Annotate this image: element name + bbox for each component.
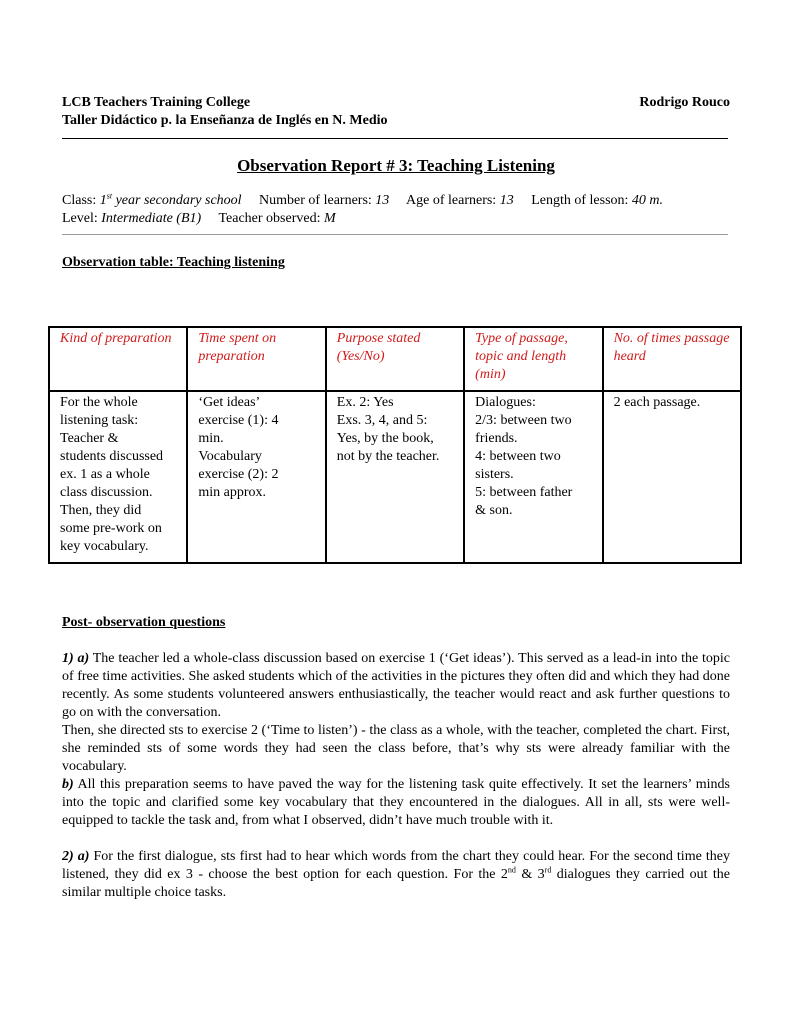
observation-table xyxy=(48,326,742,564)
length-label: Length of lesson: xyxy=(531,193,629,208)
college-name: LCB Teachers Training College xyxy=(62,95,251,110)
learners-value: 13 xyxy=(375,193,390,208)
table-row xyxy=(49,391,741,563)
header-cell: Type of passage, topic and length (min) xyxy=(464,327,602,391)
author-name: Rodrigo Rouco xyxy=(639,95,730,110)
class-label: Class: xyxy=(62,193,97,208)
answer-1b: b) All this preparation seems to have paved the way for the listening task quite effectively. It set the learners’ minds into the topic and clarified some key vocabulary that they encountered in the dialogues. All in all, sts were well-equipped to tackle the task and, from what I observed, didn’t have much trouble with it. xyxy=(62,777,730,828)
lesson-info-line-2 xyxy=(62,210,730,228)
header-cell: Time spent on preparation xyxy=(187,327,325,391)
lesson-info xyxy=(62,192,730,228)
answer-1a: 1) a) The teacher led a whole-class discussion based on exercise 1 (‘Get ideas’). This served as a lead-in into the topic of free time activities. She asked students which of the activities in the pictures they often did and which they had done recently. As some students volunteered answers enthusiastically, the teacher would react and ask further questions to go on with the conversation. xyxy=(62,651,730,720)
workshop-name: Taller Didáctico p. la Enseñanza de Inglés en N. Medio xyxy=(62,113,388,128)
length-value: 40 m. xyxy=(631,193,664,208)
document-page xyxy=(62,94,730,272)
learners-label: Number of learners: xyxy=(259,193,372,208)
age-label: Age of learners: xyxy=(406,193,497,208)
table-header-row xyxy=(49,327,741,391)
header-cell: Kind of preparation xyxy=(49,327,187,391)
post-heading: Post- observation questions xyxy=(62,615,226,630)
level-value: Intermediate (B1) xyxy=(101,211,202,226)
teacher-label: Teacher observed: xyxy=(218,211,321,226)
header-divider xyxy=(62,138,728,139)
post-observation-section xyxy=(62,614,730,902)
header-cell: Purpose stated (Yes/No) xyxy=(326,327,464,391)
table-cell: 2 each passage. xyxy=(603,391,741,563)
table-cell: Ex. 2: Yes Exs. 3, 4, and 5: Yes, by the book, not by the teacher. xyxy=(326,391,464,563)
table-cell: For the whole listening task: Teacher & students discussed ex. 1 as a whole class discussion. Then, they did some pre-work on key vocabulary. xyxy=(49,391,187,563)
answer-1a-continued: Then, she directed sts to exercise 2 (‘Time to listen’) - the class as a whole, with the teacher, completed the chart. First, she reminded sts of some words they had seen the class before, that’s why sts were already familiar with the vocabulary. xyxy=(62,723,730,774)
table-cell: ‘Get ideas’ exercise (1): 4 min. Vocabulary exercise (2): 2 min approx. xyxy=(187,391,325,563)
header-cell: No. of times passage heard xyxy=(603,327,741,391)
answer-2a: 2) a) For the first dialogue, sts first had to hear which words from the chart they could hear. For the second time they listened, they did ex 3 - choose the best option for each question. For the 2nd & 3rd dialogues they carried out the similar multiple choice tasks. xyxy=(62,849,731,900)
table-heading: Observation table: Teaching listening xyxy=(62,255,285,270)
table-cell: Dialogues: 2/3: between two friends. 4: between two sisters. 5: between father & son. xyxy=(464,391,602,563)
age-value: 13 xyxy=(499,193,514,208)
report-title: Observation Report # 3: Teaching Listening xyxy=(237,156,555,175)
lesson-info-line-1 xyxy=(62,192,730,210)
class-value: 1st year secondary school xyxy=(99,191,242,208)
info-divider xyxy=(62,234,728,235)
level-label: Level: xyxy=(62,211,98,226)
header-row xyxy=(62,94,730,112)
teacher-value: M xyxy=(323,211,336,226)
